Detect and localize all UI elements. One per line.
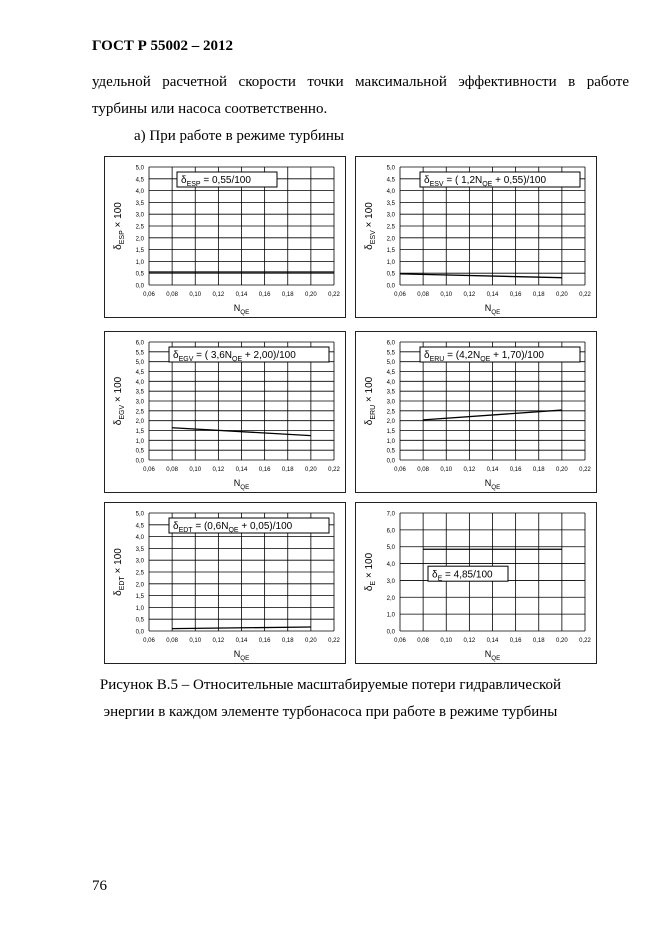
x-axis-label: $N_{QE}$ <box>233 478 250 491</box>
y-tick-label: 2,0 <box>135 236 144 243</box>
y-tick-label: 1,0 <box>135 259 144 266</box>
y-tick-label: 0,0 <box>135 458 144 465</box>
x-tick-label: 0,18 <box>532 638 545 644</box>
page-number: 76 <box>92 878 107 894</box>
x-tick-label: 0,16 <box>258 638 271 644</box>
y-tick-label: 2,0 <box>386 236 395 243</box>
x-tick-label: 0,20 <box>305 292 317 298</box>
y-tick-label: 6,0 <box>386 528 395 535</box>
y-axis-label: $\delta_{ERU} \times 100$ <box>364 376 377 426</box>
x-tick-label: 0,08 <box>166 467 178 473</box>
y-tick-label: 3,5 <box>386 389 395 396</box>
chart-svg <box>105 332 345 492</box>
x-tick-label: 0,16 <box>509 292 522 298</box>
y-tick-label: 2,5 <box>135 570 144 577</box>
x-tick-label: 0,14 <box>235 467 248 473</box>
y-tick-label: 6,0 <box>386 340 395 347</box>
y-tick-label: 5,0 <box>135 165 144 172</box>
x-axis-label: $N_{QE}$ <box>484 649 501 662</box>
x-tick-label: 0,18 <box>532 467 545 473</box>
x-tick-label: 0,22 <box>579 638 591 644</box>
x-tick-label: 0,10 <box>440 467 453 473</box>
x-tick-label: 0,20 <box>305 467 317 473</box>
figure-caption-line-2: энергии в каждом элементе турбонасоса при работе в режиме турбины <box>103 704 558 720</box>
x-tick-label: 0,18 <box>281 638 294 644</box>
y-tick-label: 4,0 <box>135 379 144 386</box>
y-tick-label: 7,0 <box>386 511 395 518</box>
x-tick-label: 0,06 <box>394 467 406 473</box>
y-tick-label: 1,5 <box>386 248 395 255</box>
y-tick-label: 2,5 <box>386 224 395 231</box>
y-tick-label: 0,5 <box>386 448 395 455</box>
subheading: а) При работе в режиме турбины <box>134 128 344 144</box>
y-tick-label: 1,0 <box>386 612 395 619</box>
y-tick-label: 4,5 <box>386 370 395 376</box>
series-line <box>400 274 562 278</box>
x-tick-label: 0,20 <box>556 292 568 298</box>
chart-svg <box>356 503 596 663</box>
y-tick-label: 2,5 <box>135 224 144 231</box>
y-tick-label: 4,5 <box>135 523 144 530</box>
x-tick-label: 0,12 <box>212 638 225 644</box>
x-tick-label: 0,18 <box>281 292 294 298</box>
y-tick-label: 0,5 <box>386 271 395 278</box>
x-tick-label: 0,14 <box>486 292 499 298</box>
x-tick-label: 0,10 <box>440 292 453 298</box>
x-tick-label: 0,06 <box>143 292 155 298</box>
y-tick-label: 2,5 <box>386 409 395 416</box>
y-tick-label: 4,5 <box>386 177 395 184</box>
chart-panel-eru <box>355 331 597 493</box>
y-tick-label: 3,5 <box>386 200 395 207</box>
chart-svg <box>105 157 345 317</box>
y-axis-label: $\delta_{ESV} \times 100$ <box>364 202 377 250</box>
x-tick-label: 0,22 <box>328 292 340 298</box>
y-tick-label: 4,5 <box>135 370 144 376</box>
y-tick-label: 1,0 <box>135 605 144 612</box>
y-tick-label: 4,0 <box>386 189 395 196</box>
y-tick-label: 2,0 <box>386 419 395 426</box>
y-tick-label: 5,5 <box>135 350 144 357</box>
y-tick-label: 5,0 <box>135 511 144 518</box>
x-tick-label: 0,16 <box>509 638 522 644</box>
y-tick-label: 3,0 <box>135 212 144 219</box>
y-tick-label: 1,5 <box>135 594 144 601</box>
y-axis-label: $\delta_{EGV} \times 100$ <box>113 376 126 426</box>
chart-svg <box>356 332 596 492</box>
x-tick-label: 0,16 <box>258 292 271 298</box>
x-tick-label: 0,08 <box>417 467 429 473</box>
chart-svg <box>356 157 596 317</box>
x-tick-label: 0,22 <box>328 467 340 473</box>
x-tick-label: 0,22 <box>328 638 340 644</box>
x-tick-label: 0,06 <box>143 467 155 473</box>
y-tick-label: 2,5 <box>135 409 144 416</box>
formula-label: $\delta_{ESP} = 0,55/100$ <box>181 175 251 188</box>
x-axis-label: $N_{QE}$ <box>233 303 250 316</box>
y-axis-label: $\delta_E \times 100$ <box>364 552 377 592</box>
y-tick-label: 4,0 <box>386 379 395 386</box>
x-axis-label: $N_{QE}$ <box>484 478 501 491</box>
y-tick-label: 4,0 <box>135 189 144 196</box>
y-tick-label: 3,0 <box>386 578 395 585</box>
paragraph-line-1: удельной расчетной скорости точки максимальной эффективности в работе <box>92 74 629 90</box>
chart-panel-esv <box>355 156 597 318</box>
y-tick-label: 3,5 <box>135 200 144 207</box>
x-tick-label: 0,12 <box>212 292 225 298</box>
y-tick-label: 2,0 <box>135 419 144 426</box>
y-tick-label: 1,0 <box>135 438 144 445</box>
chart-panel-edt <box>104 502 346 664</box>
x-tick-label: 0,20 <box>305 638 317 644</box>
y-tick-label: 1,0 <box>386 438 395 445</box>
x-tick-label: 0,06 <box>143 638 155 644</box>
x-tick-label: 0,22 <box>579 292 591 298</box>
y-tick-label: 0,0 <box>386 283 395 290</box>
y-tick-label: 3,0 <box>135 399 144 406</box>
page-header: ГОСТ Р 55002 – 2012 <box>92 38 234 54</box>
x-tick-label: 0,20 <box>556 467 568 473</box>
formula-label: $\delta_E = 4,85/100$ <box>432 569 493 583</box>
y-tick-label: 1,5 <box>135 429 144 435</box>
y-tick-label: 5,0 <box>386 545 395 552</box>
x-axis-label: $N_{QE}$ <box>233 649 250 662</box>
y-tick-label: 0,0 <box>135 283 144 290</box>
y-axis-label: $\delta_{EDT} \times 100$ <box>113 548 126 596</box>
y-tick-label: 0,0 <box>386 458 395 465</box>
y-tick-label: 2,0 <box>135 582 144 589</box>
y-axis-label: $\delta_{ESP} \times 100$ <box>113 202 126 250</box>
y-tick-label: 4,5 <box>135 177 144 184</box>
x-tick-label: 0,10 <box>189 292 202 298</box>
x-tick-label: 0,18 <box>281 467 294 473</box>
y-tick-label: 0,5 <box>135 271 144 278</box>
y-tick-label: 5,0 <box>386 360 395 367</box>
x-tick-label: 0,12 <box>463 638 476 644</box>
figure-caption-line-1: Рисунок В.5 – Относительные масштабируемые потери гидравлической <box>99 677 562 693</box>
y-tick-label: 6,0 <box>135 340 144 347</box>
x-axis-label: $N_{QE}$ <box>484 303 501 316</box>
x-tick-label: 0,14 <box>486 467 499 473</box>
y-tick-label: 3,0 <box>386 212 395 219</box>
x-tick-label: 0,12 <box>463 467 476 473</box>
y-tick-label: 0,5 <box>135 448 144 455</box>
y-tick-label: 3,0 <box>386 399 395 406</box>
y-tick-label: 5,0 <box>135 360 144 367</box>
x-tick-label: 0,18 <box>532 292 545 298</box>
x-tick-label: 0,10 <box>440 638 453 644</box>
x-tick-label: 0,16 <box>258 467 271 473</box>
x-tick-label: 0,08 <box>166 292 178 298</box>
x-tick-label: 0,12 <box>463 292 476 298</box>
formula-label: $\delta_{ESV}$ = ( $1,2N_{QE} + 0,55)/100$ <box>424 175 547 188</box>
x-tick-label: 0,10 <box>189 467 202 473</box>
y-tick-label: 1,0 <box>386 259 395 266</box>
chart-panel-egv <box>104 331 346 493</box>
y-tick-label: 1,5 <box>135 248 144 255</box>
y-tick-label: 4,0 <box>135 535 144 542</box>
x-tick-label: 0,20 <box>556 638 568 644</box>
chart-panel-esp <box>104 156 346 318</box>
y-tick-label: 1,5 <box>386 429 395 435</box>
formula-label: $\delta_{ERU} = (4,2N_{QE} + 1,70)/100$ <box>424 350 544 363</box>
y-tick-label: 2,0 <box>386 595 395 602</box>
y-tick-label: 4,0 <box>386 562 395 569</box>
formula-label: $\delta_{EGV}$ = ( $3,6N_{QE} + 2,00)/100$ <box>173 350 296 363</box>
x-tick-label: 0,14 <box>486 638 499 644</box>
formula-label: $\delta_{EDT} = (0,6N_{QE} + 0,05)/100$ <box>173 521 293 534</box>
x-tick-label: 0,06 <box>394 292 406 298</box>
y-tick-label: 3,5 <box>135 546 144 553</box>
x-tick-label: 0,14 <box>235 638 248 644</box>
y-tick-label: 0,0 <box>135 629 144 636</box>
x-tick-label: 0,12 <box>212 467 225 473</box>
x-tick-label: 0,10 <box>189 638 202 644</box>
x-tick-label: 0,16 <box>509 467 522 473</box>
x-tick-label: 0,14 <box>235 292 248 298</box>
x-tick-label: 0,08 <box>417 638 429 644</box>
x-tick-label: 0,08 <box>166 638 178 644</box>
series-line <box>172 627 311 629</box>
x-tick-label: 0,08 <box>417 292 429 298</box>
x-tick-label: 0,22 <box>579 467 591 473</box>
paragraph-line-2: турбины или насоса соответственно. <box>92 101 328 117</box>
y-tick-label: 3,5 <box>135 389 144 396</box>
y-tick-label: 0,0 <box>386 629 395 636</box>
chart-svg <box>105 503 345 663</box>
y-tick-label: 5,0 <box>386 165 395 172</box>
y-tick-label: 5,5 <box>386 350 395 357</box>
x-tick-label: 0,06 <box>394 638 406 644</box>
y-tick-label: 3,0 <box>135 558 144 565</box>
chart-panel-e <box>355 502 597 664</box>
y-tick-label: 0,5 <box>135 617 144 624</box>
